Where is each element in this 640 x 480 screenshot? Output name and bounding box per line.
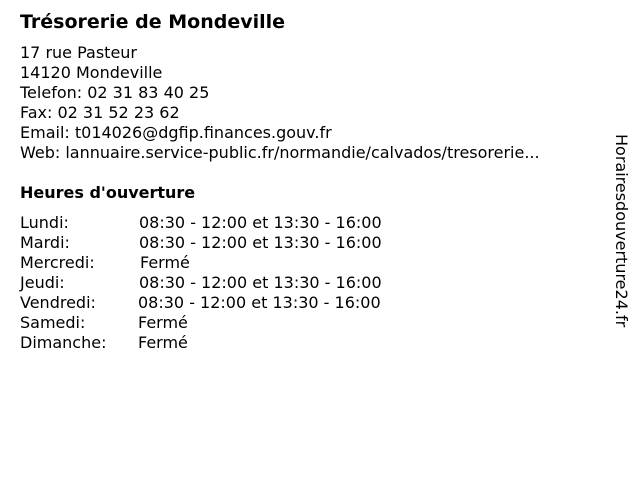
day-hours: 08:30 - 12:00 et 13:30 - 16:00 <box>139 273 382 292</box>
email-address: Email: t014026@dgfip.finances.gouv.fr <box>20 123 332 142</box>
hours-heading: Heures d'ouverture <box>20 183 196 202</box>
day-hours: 08:30 - 12:00 et 13:30 - 16:00 <box>139 213 382 232</box>
day-hours: Fermé <box>140 253 190 272</box>
day-hours: 08:30 - 12:00 et 13:30 - 16:00 <box>138 293 381 312</box>
day-label: Mardi: <box>20 233 70 252</box>
day-label: Vendredi: <box>20 293 96 312</box>
street-address: 17 rue Pasteur <box>20 43 137 62</box>
website-link[interactable]: Web: lannuaire.service-public.fr/normandie/calvados/tresorerie... <box>20 143 540 162</box>
contact-block <box>20 43 540 163</box>
fax-number: Fax: 02 31 52 23 62 <box>20 103 180 122</box>
day-label: Lundi: <box>20 213 69 232</box>
day-hours: 08:30 - 12:00 et 13:30 - 16:00 <box>139 233 382 252</box>
day-hours: Fermé <box>138 333 188 352</box>
day-label: Mercredi: <box>20 253 95 272</box>
page-title: Trésorerie de Mondeville <box>20 11 286 33</box>
phone-number: Telefon: 02 31 83 40 25 <box>20 83 210 102</box>
day-label: Jeudi: <box>20 273 65 292</box>
city-address: 14120 Mondeville <box>20 63 163 82</box>
day-label: Samedi: <box>20 313 86 332</box>
site-watermark: Horairesdouverture24.fr <box>612 134 631 328</box>
day-hours: Fermé <box>138 313 188 332</box>
day-label: Dimanche: <box>20 333 107 352</box>
